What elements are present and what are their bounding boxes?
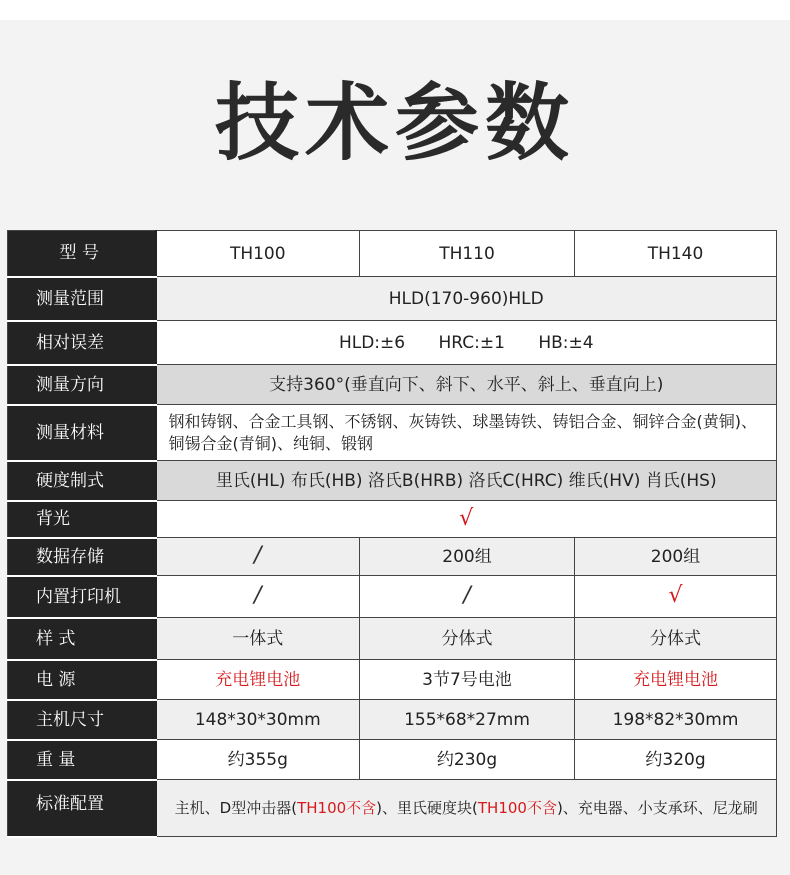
weight-label: 重 量 <box>8 740 156 780</box>
backlight-label: 背光 <box>8 501 156 538</box>
accessories-text-1: 主机、D型冲击器( <box>174 799 298 817</box>
accessories-text-3: )、充电器、小支承环、尼龙刷 <box>556 799 758 817</box>
row-storage <box>8 538 777 576</box>
range-label: 测量范围 <box>8 277 156 321</box>
row-backlight <box>8 501 777 538</box>
accessories-note-2: TH100不含 <box>477 799 557 817</box>
slash-icon: / <box>463 583 471 608</box>
check-icon: √ <box>459 505 474 531</box>
range-value: HLD(170-960)HLD <box>156 277 777 321</box>
direction-label: 测量方向 <box>8 365 156 405</box>
size-th140: 198*82*30mm <box>575 700 777 740</box>
storage-label: 数据存储 <box>8 538 156 576</box>
weight-th110: 约230g <box>360 740 575 780</box>
printer-label: 内置打印机 <box>8 576 156 618</box>
row-material <box>8 405 777 461</box>
printer-th110 <box>360 576 575 618</box>
direction-value: 支持360°(垂直向下、斜下、水平、斜上、垂直向上) <box>156 365 777 405</box>
storage-th100 <box>156 538 360 576</box>
row-model <box>8 231 777 277</box>
weight-th140: 约320g <box>575 740 777 780</box>
row-range <box>8 277 777 321</box>
weight-th100: 约355g <box>156 740 360 780</box>
row-accessories <box>8 780 777 837</box>
row-weight <box>8 740 777 780</box>
slash-icon: / <box>254 583 262 608</box>
accessories-note-1: TH100不含 <box>297 799 377 817</box>
storage-th140: 200组 <box>575 538 777 576</box>
backlight-value <box>156 501 777 538</box>
row-printer <box>8 576 777 618</box>
spec-table <box>7 230 777 838</box>
model-th110: TH110 <box>360 231 575 277</box>
error-label: 相对误差 <box>8 321 156 365</box>
page-title: 技术参数 <box>214 74 575 172</box>
material-label: 测量材料 <box>8 405 156 461</box>
row-power <box>8 660 777 700</box>
error-value <box>156 321 777 365</box>
error-hb: HB:±4 <box>538 332 594 353</box>
style-th100: 一体式 <box>156 618 360 660</box>
error-hrc: HRC:±1 <box>438 332 505 353</box>
error-hld: HLD:±6 <box>338 332 406 353</box>
row-style <box>8 618 777 660</box>
material-line-1: 钢和铸钢、合金工具钢、不锈钢、灰铸铁、球墨铸铁、铸铝合金、铜锌合金(黄铜)、 <box>168 411 757 431</box>
size-label: 主机尺寸 <box>8 700 156 740</box>
accessories-label: 标准配置 <box>8 780 156 837</box>
accessories-value <box>156 780 777 837</box>
check-icon: √ <box>668 583 683 608</box>
row-size <box>8 700 777 740</box>
scales-label: 硬度制式 <box>8 461 156 501</box>
slash-icon: / <box>254 543 262 568</box>
size-th110: 155*68*27mm <box>360 700 575 740</box>
material-line-2: 铜锡合金(青铜)、纯铜、锻钢 <box>168 433 373 453</box>
size-th100: 148*30*30mm <box>156 700 360 740</box>
model-th100: TH100 <box>156 231 360 277</box>
row-direction <box>8 365 777 405</box>
power-label: 电 源 <box>8 660 156 700</box>
power-th110: 3节7号电池 <box>360 660 575 700</box>
style-label: 样 式 <box>8 618 156 660</box>
power-th140: 充电锂电池 <box>575 660 777 700</box>
scales-value: 里氏(HL) 布氏(HB) 洛氏B(HRB) 洛氏C(HRC) 维氏(HV) 肖氏(HS) <box>156 461 777 501</box>
printer-th100 <box>156 576 360 618</box>
storage-th110: 200组 <box>360 538 575 576</box>
model-th140: TH140 <box>575 231 777 277</box>
power-th100: 充电锂电池 <box>156 660 360 700</box>
row-error <box>8 321 777 365</box>
material-value <box>156 405 777 461</box>
style-th140: 分体式 <box>575 618 777 660</box>
printer-th140 <box>575 576 777 618</box>
style-th110: 分体式 <box>360 618 575 660</box>
model-label: 型 号 <box>8 231 156 277</box>
row-scales <box>8 461 777 501</box>
accessories-text-2: )、里氏硬度块( <box>376 799 478 817</box>
